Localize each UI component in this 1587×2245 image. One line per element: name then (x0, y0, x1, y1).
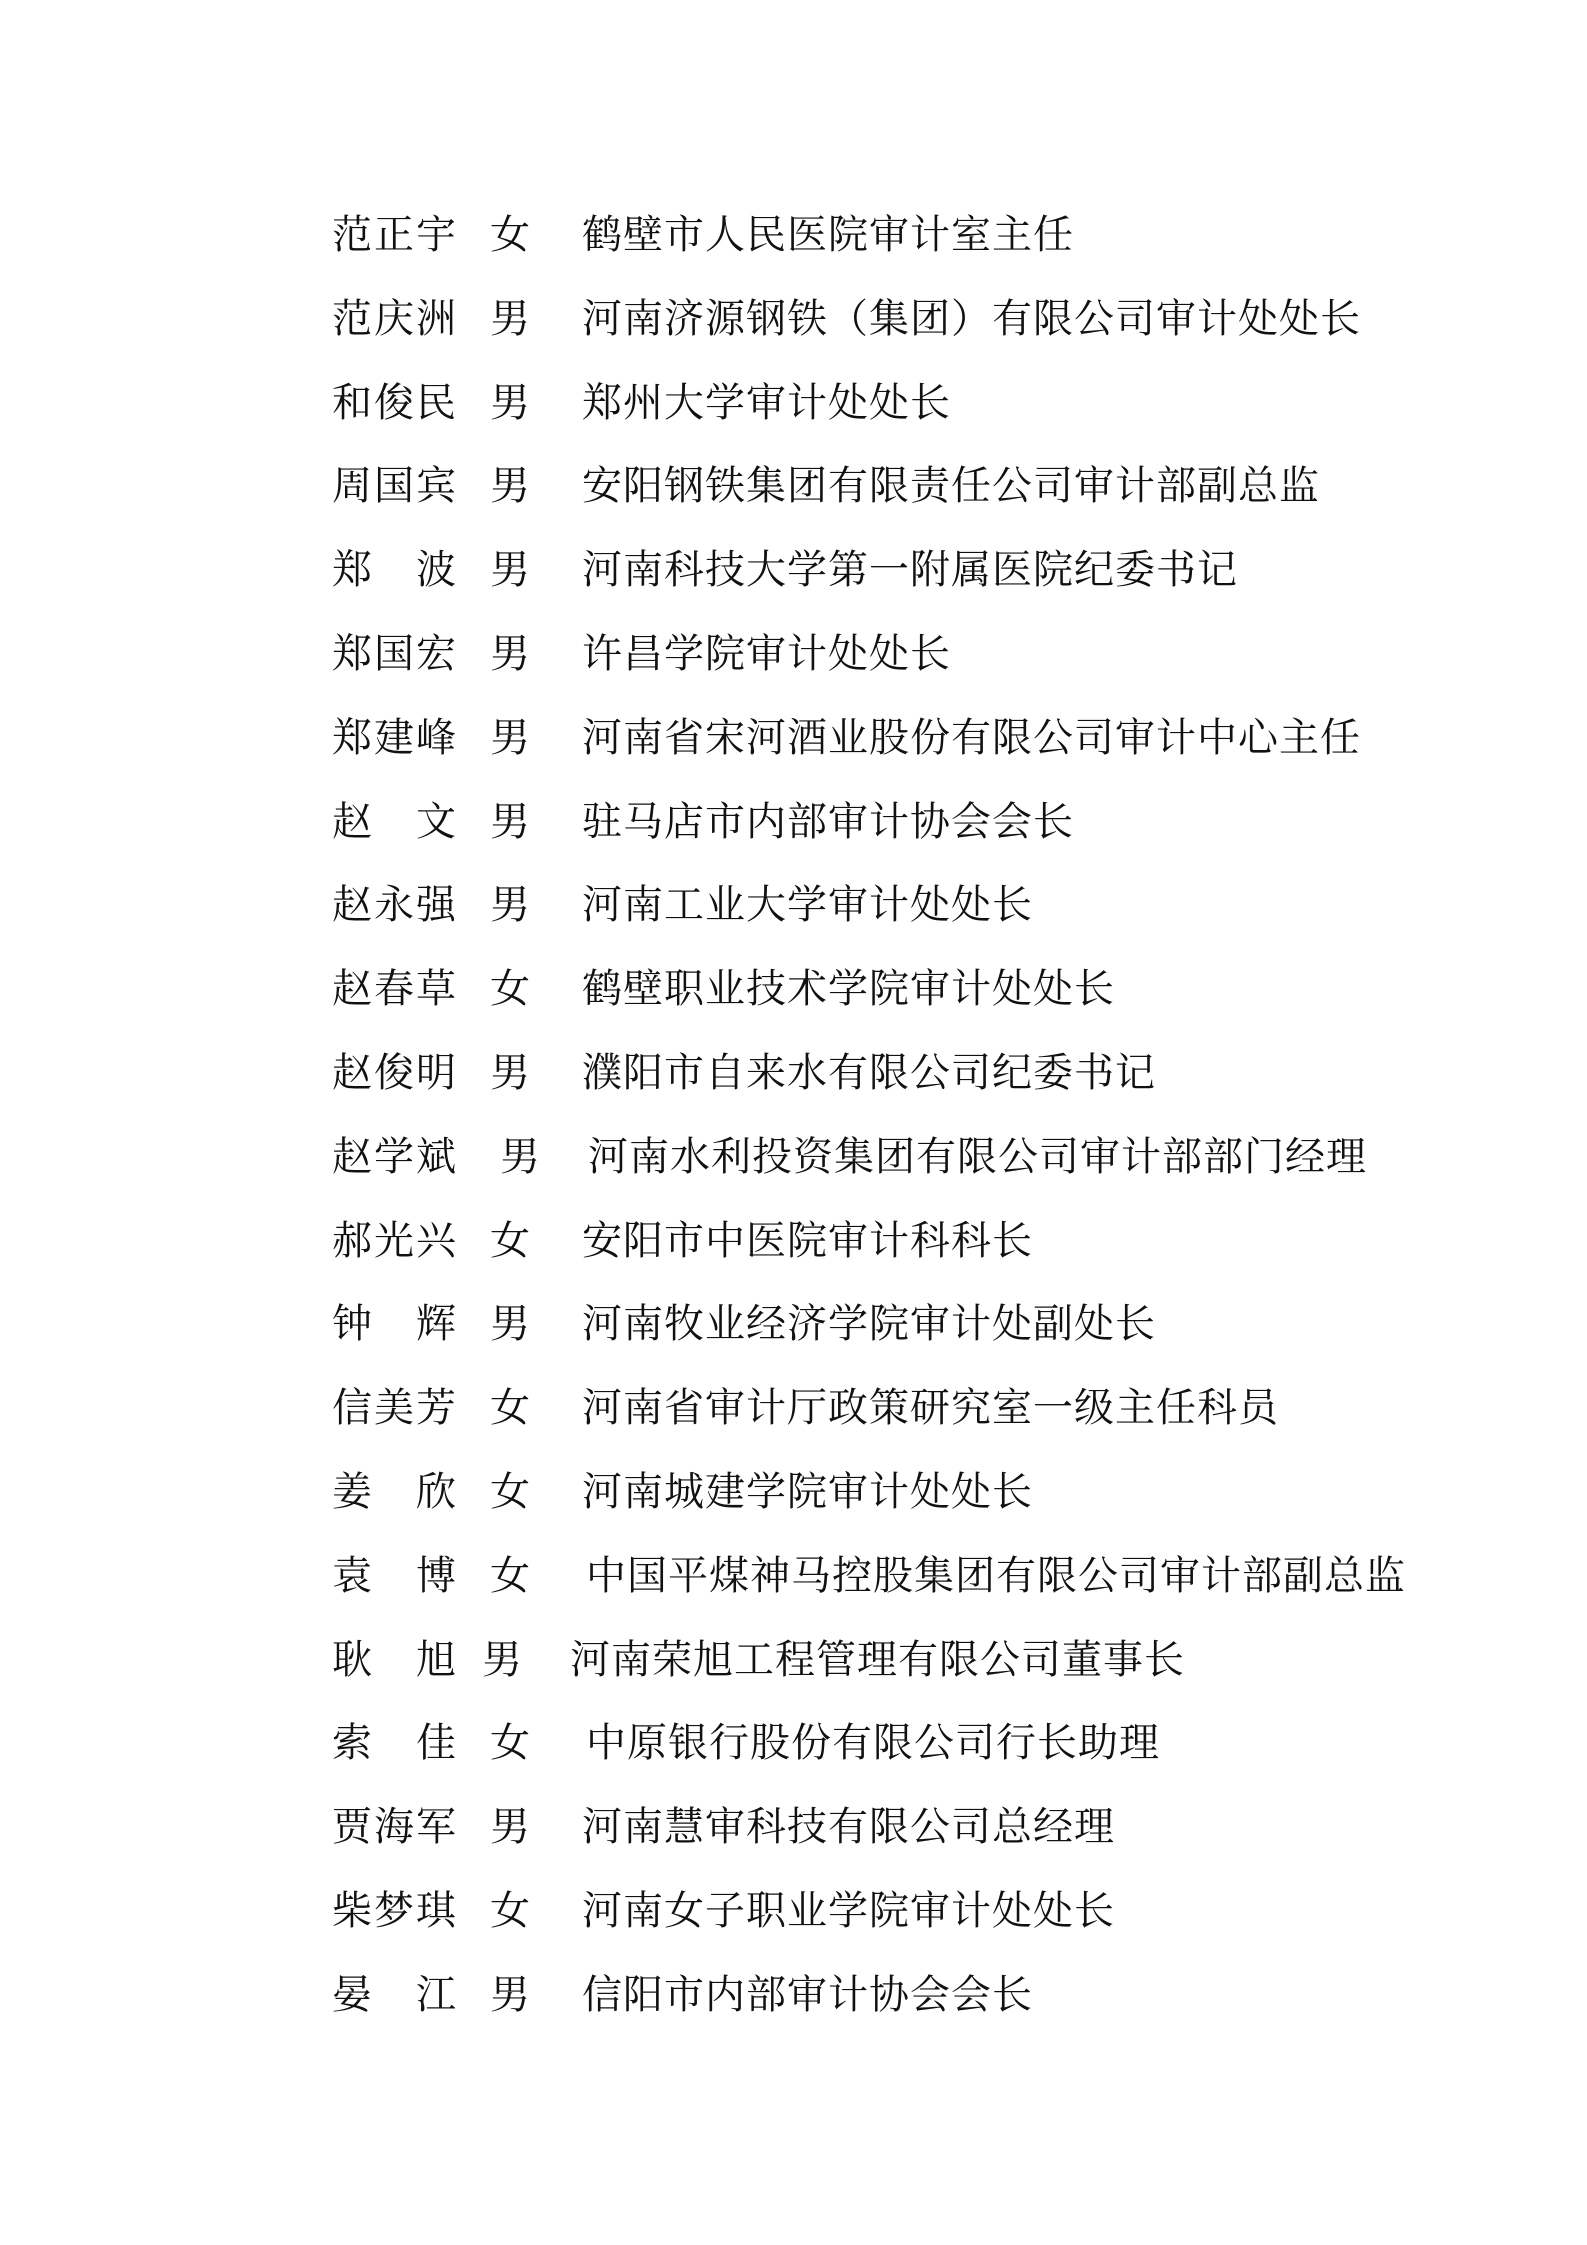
position-title: 河南济源钢铁（集团）有限公司审计处处长 (582, 295, 1361, 342)
list-item (0, 780, 1587, 864)
list-item (0, 1953, 1587, 2037)
list-item (0, 1282, 1587, 1366)
gender: 女 (490, 1552, 530, 1599)
position-title: 中原银行股份有限公司行长助理 (586, 1720, 1160, 1767)
person-name-first: 晏 (332, 1971, 372, 2018)
member-list (0, 193, 1587, 2037)
person-name-second: 旭 (416, 1636, 456, 1683)
gender: 女 (490, 1385, 530, 1432)
position-title: 河南省审计厅政策研究室一级主任科员 (582, 1385, 1279, 1432)
gender: 女 (490, 1720, 530, 1767)
list-item (0, 1701, 1587, 1785)
position-title: 中国平煤神马控股集团有限公司审计部副总监 (586, 1552, 1406, 1599)
person-name: 赵春草 (332, 966, 458, 1013)
list-item (0, 1618, 1587, 1702)
position-title: 安阳钢铁集团有限责任公司审计部副总监 (582, 463, 1320, 510)
gender: 男 (490, 295, 530, 342)
person-name-first: 姜 (332, 1468, 372, 1515)
gender: 男 (490, 547, 530, 594)
person-name-first: 赵 (332, 798, 372, 845)
list-item (0, 361, 1587, 445)
list-item (0, 1785, 1587, 1869)
position-title: 鹤壁市人民医院审计室主任 (582, 212, 1074, 258)
gender: 男 (490, 1049, 530, 1096)
list-item (0, 193, 1587, 277)
list-item (0, 612, 1587, 696)
list-item (0, 696, 1587, 780)
gender: 男 (490, 630, 530, 677)
person-name: 柴梦琪 (332, 1887, 458, 1934)
position-title: 安阳市中医院审计科科长 (582, 1217, 1033, 1264)
gender: 男 (490, 1971, 530, 2018)
person-name-second: 文 (416, 798, 456, 845)
gender: 女 (490, 966, 530, 1013)
list-item (0, 1031, 1587, 1115)
position-title: 河南水利投资集团有限公司审计部部门经理 (588, 1133, 1367, 1180)
person-name: 郑建峰 (332, 714, 458, 761)
position-title: 驻马店市内部审计协会会长 (582, 798, 1074, 845)
person-name: 范正宇 (332, 212, 458, 258)
position-title: 河南牧业经济学院审计处副处长 (582, 1301, 1156, 1348)
list-item (0, 1199, 1587, 1283)
person-name-first: 袁 (332, 1552, 372, 1599)
list-item (0, 444, 1587, 528)
person-name-first: 索 (332, 1720, 372, 1767)
position-title: 河南省宋河酒业股份有限公司审计中心主任 (582, 714, 1361, 761)
list-item (0, 528, 1587, 612)
gender: 女 (490, 1217, 530, 1264)
position-title: 河南慧审科技有限公司总经理 (582, 1804, 1115, 1851)
gender: 女 (490, 212, 530, 258)
gender: 男 (490, 882, 530, 929)
position-title: 河南工业大学审计处处长 (582, 882, 1033, 929)
gender: 女 (490, 1887, 530, 1934)
gender: 男 (490, 714, 530, 761)
gender: 女 (490, 1468, 530, 1515)
list-item (0, 1450, 1587, 1534)
person-name: 赵永强 (332, 882, 458, 929)
list-item (0, 1534, 1587, 1618)
person-name-second: 辉 (416, 1301, 456, 1348)
person-name-second: 欣 (416, 1468, 456, 1515)
person-name: 范庆洲 (332, 295, 458, 342)
list-item (0, 1115, 1587, 1199)
position-title: 河南城建学院审计处处长 (582, 1468, 1033, 1515)
gender: 男 (490, 463, 530, 510)
person-name: 和俊民 (332, 379, 458, 426)
person-name: 郝光兴 (332, 1217, 458, 1264)
position-title: 河南女子职业学院审计处处长 (582, 1887, 1115, 1934)
person-name-second: 江 (416, 1971, 456, 2018)
gender: 男 (490, 1804, 530, 1851)
list-item (0, 863, 1587, 947)
list-item (0, 1869, 1587, 1953)
person-name: 周国宾 (332, 463, 458, 510)
position-title: 鹤壁职业技术学院审计处处长 (582, 966, 1115, 1013)
position-title: 郑州大学审计处处长 (582, 379, 951, 426)
position-title: 濮阳市自来水有限公司纪委书记 (582, 1049, 1156, 1096)
person-name: 赵俊明 (332, 1049, 458, 1096)
list-item (0, 277, 1587, 361)
person-name-first: 耿 (332, 1636, 372, 1683)
position-title: 信阳市内部审计协会会长 (582, 1971, 1033, 2018)
person-name-second: 佳 (416, 1720, 456, 1767)
list-item (0, 1366, 1587, 1450)
person-name: 赵学斌 (332, 1133, 458, 1180)
person-name-first: 郑 (332, 547, 372, 594)
position-title: 河南荣旭工程管理有限公司董事长 (570, 1636, 1185, 1683)
person-name: 信美芳 (332, 1385, 458, 1432)
person-name: 贾海军 (332, 1804, 458, 1851)
gender: 男 (500, 1133, 540, 1180)
person-name-second: 波 (416, 547, 456, 594)
person-name: 郑国宏 (332, 630, 458, 677)
gender: 男 (482, 1636, 522, 1683)
person-name-first: 钟 (332, 1301, 372, 1348)
list-item (0, 947, 1587, 1031)
position-title: 河南科技大学第一附属医院纪委书记 (582, 547, 1238, 594)
person-name-second: 博 (416, 1552, 456, 1599)
position-title: 许昌学院审计处处长 (582, 630, 951, 677)
gender: 男 (490, 1301, 530, 1348)
gender: 男 (490, 379, 530, 426)
gender: 男 (490, 798, 530, 845)
